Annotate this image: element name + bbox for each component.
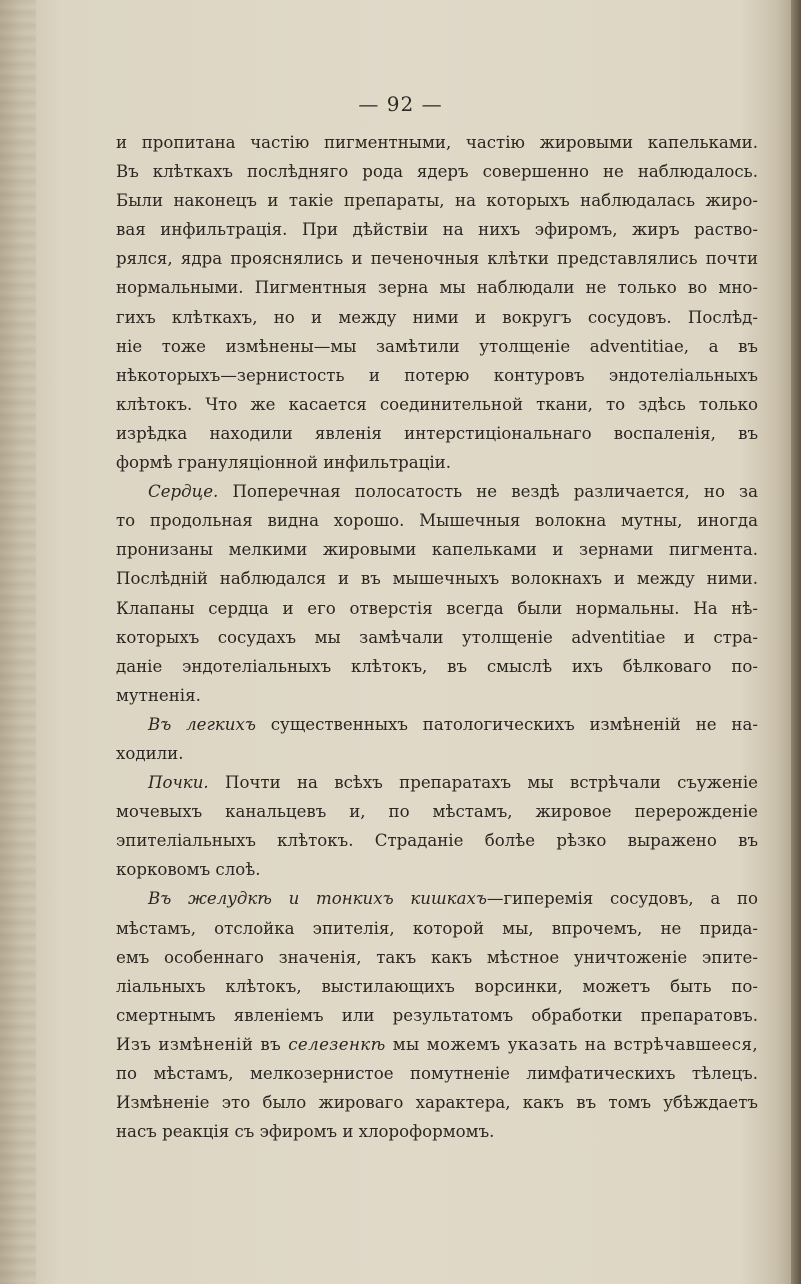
text-line: мочевыхъ канальцевъ и, по мѣстамъ, жировое перерожденіе [116,802,758,822]
text-line: Были наконецъ и такіе препараты, на которыхъ наблюдалась жиро- [116,191,758,211]
text-line: Послѣдній наблюдался и въ мышечныхъ волокнахъ и между ними. [116,569,758,589]
page-number: — 92 — [358,92,443,116]
text-line [116,768,758,797]
text-line: вая инфильтрація. При дѣйствіи на нихъ эфиромъ, жиръ раство- [116,220,758,240]
text-line: насъ реакція съ эфиромъ и хлороформомъ. [116,1122,495,1142]
page-edge [791,0,801,1284]
text-line: Въ клѣткахъ послѣдняго рода ядеръ совершенно не наблюдалось. [116,162,758,182]
text-run: существенныхъ патологическихъ измѣненій не на- [255,714,758,734]
text-line: рялся, ядра прояснялись и печеночныя клѣтки представлялись почти [116,249,758,269]
text-line-with-italic [116,1030,758,1059]
text-run: —гиперемія сосудовъ, а по [486,889,758,909]
text-line: нѣкоторыхъ—зернистость и потерю контуровъ эндотеліальныхъ [116,365,758,385]
text-run: Поперечная полосатость не вездѣ различается, но за [218,482,758,502]
text-line: мутненія. [116,685,201,705]
text-line: Клапаны сердца и его отверстія всегда были нормальны. На нѣ- [116,598,758,618]
text-line: емъ особеннаго значенія, такъ какъ мѣстное уничтоженіе эпите- [116,947,758,967]
text-line: ходили. [116,743,184,763]
section-heading-italic: Почки. [148,773,209,793]
text-line [116,477,758,506]
text-line: гихъ клѣткахъ, но и между ними и вокругъ сосудовъ. Послѣд- [116,307,758,327]
text-run: Почти на всѣхъ препаратахъ мы встрѣчали съуженіе [208,773,758,793]
text-line: то продольная видна хорошо. Мышечныя волокна мутны, иногда [116,511,758,531]
text-line [116,710,758,739]
text-line: ніе тоже измѣнены—мы замѣтили утолщеніе adventitiae, а въ [116,336,758,356]
body-text [116,128,758,1146]
text-line: клѣтокъ. Что же касается соединительной ткани, то здѣсь только [116,394,758,414]
text-line: по мѣстамъ, мелкозернистое помутненіе лимфатическихъ тѣлецъ. [116,1064,758,1083]
text-line: пронизаны мелкими жировыми капельками и зернами пигмента. [116,540,758,560]
text-line: которыхъ сосудахъ мы замѣчали утолщеніе adventitiae и стра- [116,627,758,647]
book-gutter-shadow [0,0,36,1284]
text-line: смертнымъ явленіемъ или результатомъ обработки препаратовъ. [116,1005,758,1025]
section-heading-italic: Въ легкихъ [148,714,256,734]
text-line: формѣ грануляціонной инфильтраціи. [116,453,451,473]
text-line: и пропитана частію пигментными, частію жировыми капельками. [116,133,758,152]
text-line: корковомъ слоѣ. [116,860,261,880]
inline-italic-term: селезенкѣ [288,1034,386,1054]
text-line: изрѣдка находили явленія интерстиціональнаго воспаленія, въ [116,423,758,443]
text-line: даніе эндотеліальныхъ клѣтокъ, въ смыслѣ ихъ бѣлковаго по- [116,656,758,676]
text-run: мы можемъ указать на встрѣчавшееся, [385,1034,758,1054]
section-heading-italic: Въ желудкѣ и тонкихъ кишкахъ [148,889,487,909]
text-line: ліальныхъ клѣтокъ, выстилающихъ ворсинки, можетъ быть по- [116,976,758,996]
text-line: эпителіальныхъ клѣтокъ. Страданіе болѣе рѣзко выражено въ [116,831,758,851]
text-line: Измѣненіе это было жироваго характера, какъ въ томъ убѣждаетъ [116,1093,758,1113]
text-line: мѣстамъ, отслойка эпителія, которой мы, впрочемъ, не прида- [116,918,758,938]
text-line [116,884,758,913]
section-heading-italic: Сердце. [148,482,219,502]
text-run: Изъ измѣненій въ [116,1034,289,1054]
text-line: нормальными. Пигментныя зерна мы наблюдали не только во мно- [116,278,758,298]
